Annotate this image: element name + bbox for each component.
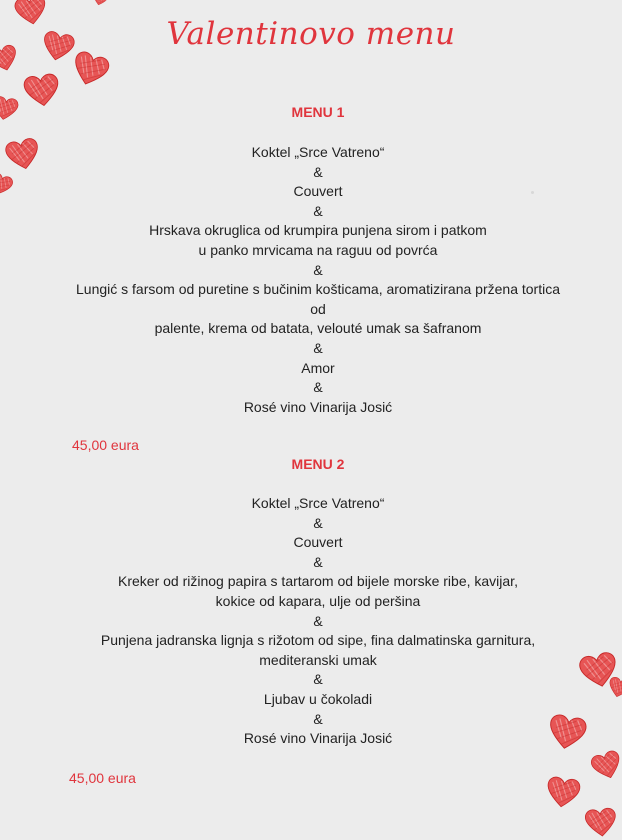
menu-separator: & [313,261,323,278]
heart-icon [0,92,20,126]
heart-icon [2,133,43,177]
menu-item-line: Lungić s farsom od puretine s bučinim košticama, aromatizirana pržena tortica [76,281,560,298]
sparkle-dot [531,191,534,194]
menu-item-line: Rosé vino Vinarija Josić [243,398,393,415]
heart-icon [39,29,77,65]
menu-separator: & [313,710,323,727]
heart-icon [545,709,590,757]
page-title: Valentinovo menu [166,16,456,52]
menu-separator: & [313,553,323,570]
heart-icon [90,0,109,8]
menu-item-line: Ljubav u čokoladi [263,690,373,707]
menu-separator: & [313,163,323,180]
menu-item-line: Couvert [293,534,343,551]
menu-1-heading: MENU 1 [291,104,345,120]
menu-item-line: Rosé vino Vinarija Josić [243,730,393,747]
heart-icon [22,70,63,113]
menu-separator: & [313,202,323,219]
menu-item-line: Koktel „Srce Vatreno“ [251,144,385,160]
menu-item-line: Couvert [293,183,343,200]
menu-item-line: od [310,300,326,317]
menu-1-price: 45,00 eura [72,437,139,453]
menu-item-line: Punjena jadranska lignja s rižotom od sipe, fina dalmatinska garnitura, [100,632,536,649]
menu-2-items [0,494,622,749]
menu-separator: & [313,671,323,688]
menu-2-heading: MENU 2 [291,456,345,472]
heart-icon [584,806,619,839]
heart-icon [544,774,582,812]
menu-item-line: palente, krema od batata, velouté umak sa šafranom [154,320,482,337]
menu-item-line: kokice od kapara, ulje od peršina [215,592,421,609]
menu-item-line: mediteranski umak [259,651,377,668]
menu-2-price: 45,00 eura [69,770,136,786]
menu-item-line: u panko mrvicama na raguu od povrća [198,241,438,258]
menu-separator: & [313,612,323,629]
menu-item-line: Koktel „Srce Vatreno“ [251,495,385,511]
heart-icon [587,744,622,788]
menu-item-line: Hrskava okruglica od krumpira punjena sirom i patkom [149,222,487,239]
menu-item-line: Kreker od rižinog papira s tartarom od bijele morske ribe, kavijar, [118,573,518,590]
menu-1-items [0,143,622,417]
menu-separator: & [313,339,323,356]
menu-separator: & [313,379,323,396]
menu-item-line: Amor [301,359,335,376]
menu-separator: & [313,514,323,531]
heart-icon [68,48,113,91]
